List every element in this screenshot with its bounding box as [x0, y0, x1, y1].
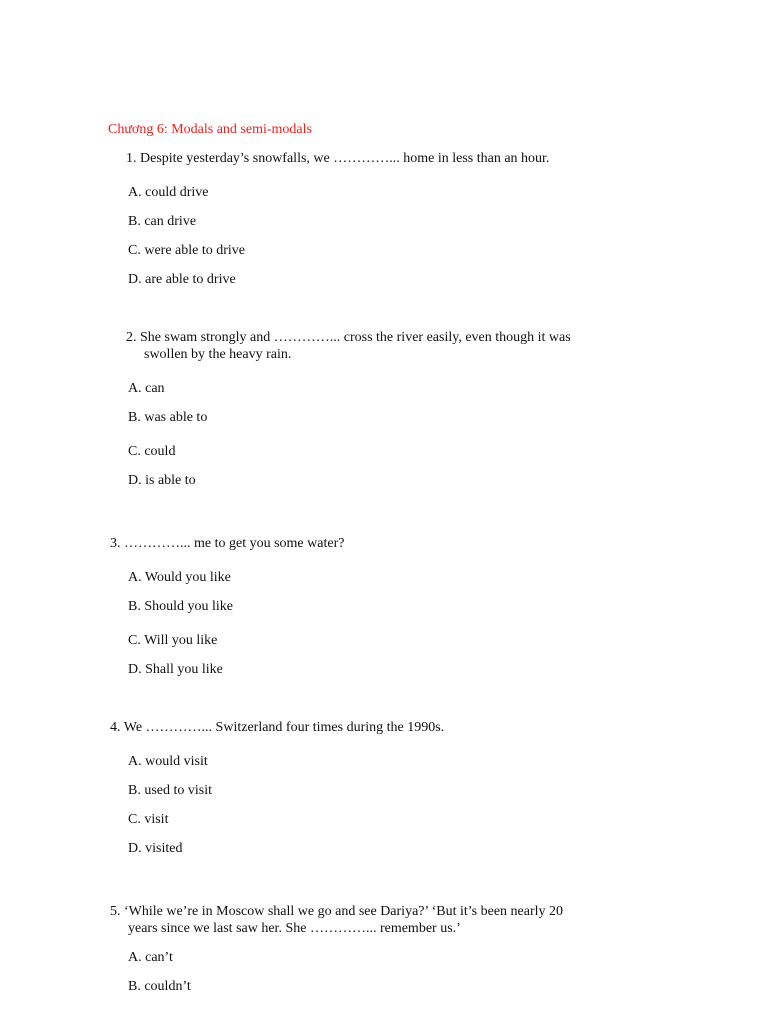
question-1-option-a: A. could drive: [128, 185, 209, 200]
question-2-option-b: B. was able to: [128, 410, 208, 425]
question-1-option-c: C. were able to drive: [128, 243, 246, 258]
question-3-option-b: B. Should you like: [128, 599, 234, 614]
question-5-stem-line-2: years since we last saw her. She …………... remember us.’: [128, 921, 461, 936]
question-5-option-b: B. couldn’t: [128, 979, 191, 994]
question-2-stem-line-2: swollen by the heavy rain.: [144, 347, 292, 362]
question-5-option-a: A. can’t: [128, 950, 173, 965]
question-3-option-d: D. Shall you like: [128, 662, 223, 677]
question-4-stem: 4. We …………... Switzerland four times during the 1990s.: [110, 720, 445, 735]
question-1-stem: 1. Despite yesterday’s snowfalls, we …………... home in less than an hour.: [126, 151, 550, 166]
question-2-stem-line-1: 2. She swam strongly and …………... cross the river easily, even though it was: [126, 330, 571, 345]
question-2-option-d: D. is able to: [128, 473, 196, 488]
question-3-stem: 3. …………... me to get you some water?: [110, 536, 345, 551]
question-1-option-b: B. can drive: [128, 214, 197, 229]
question-3-option-c: C. Will you like: [128, 633, 218, 648]
question-4-option-a: A. would visit: [128, 754, 208, 769]
question-5-stem-line-1: 5. ‘While we’re in Moscow shall we go and see Dariya?’ ‘But it’s been nearly 20: [110, 904, 564, 919]
question-1-option-d: D. are able to drive: [128, 272, 236, 287]
question-4-option-d: D. visited: [128, 841, 183, 856]
question-4-option-b: B. used to visit: [128, 783, 213, 798]
chapter-title: Chương 6: Modals and semi-modals: [108, 122, 312, 137]
question-2-option-a: A. can: [128, 381, 165, 396]
question-4-option-c: C. visit: [128, 812, 169, 827]
question-2-option-c: C. could: [128, 444, 176, 459]
question-3-option-a: A. Would you like: [128, 570, 231, 585]
